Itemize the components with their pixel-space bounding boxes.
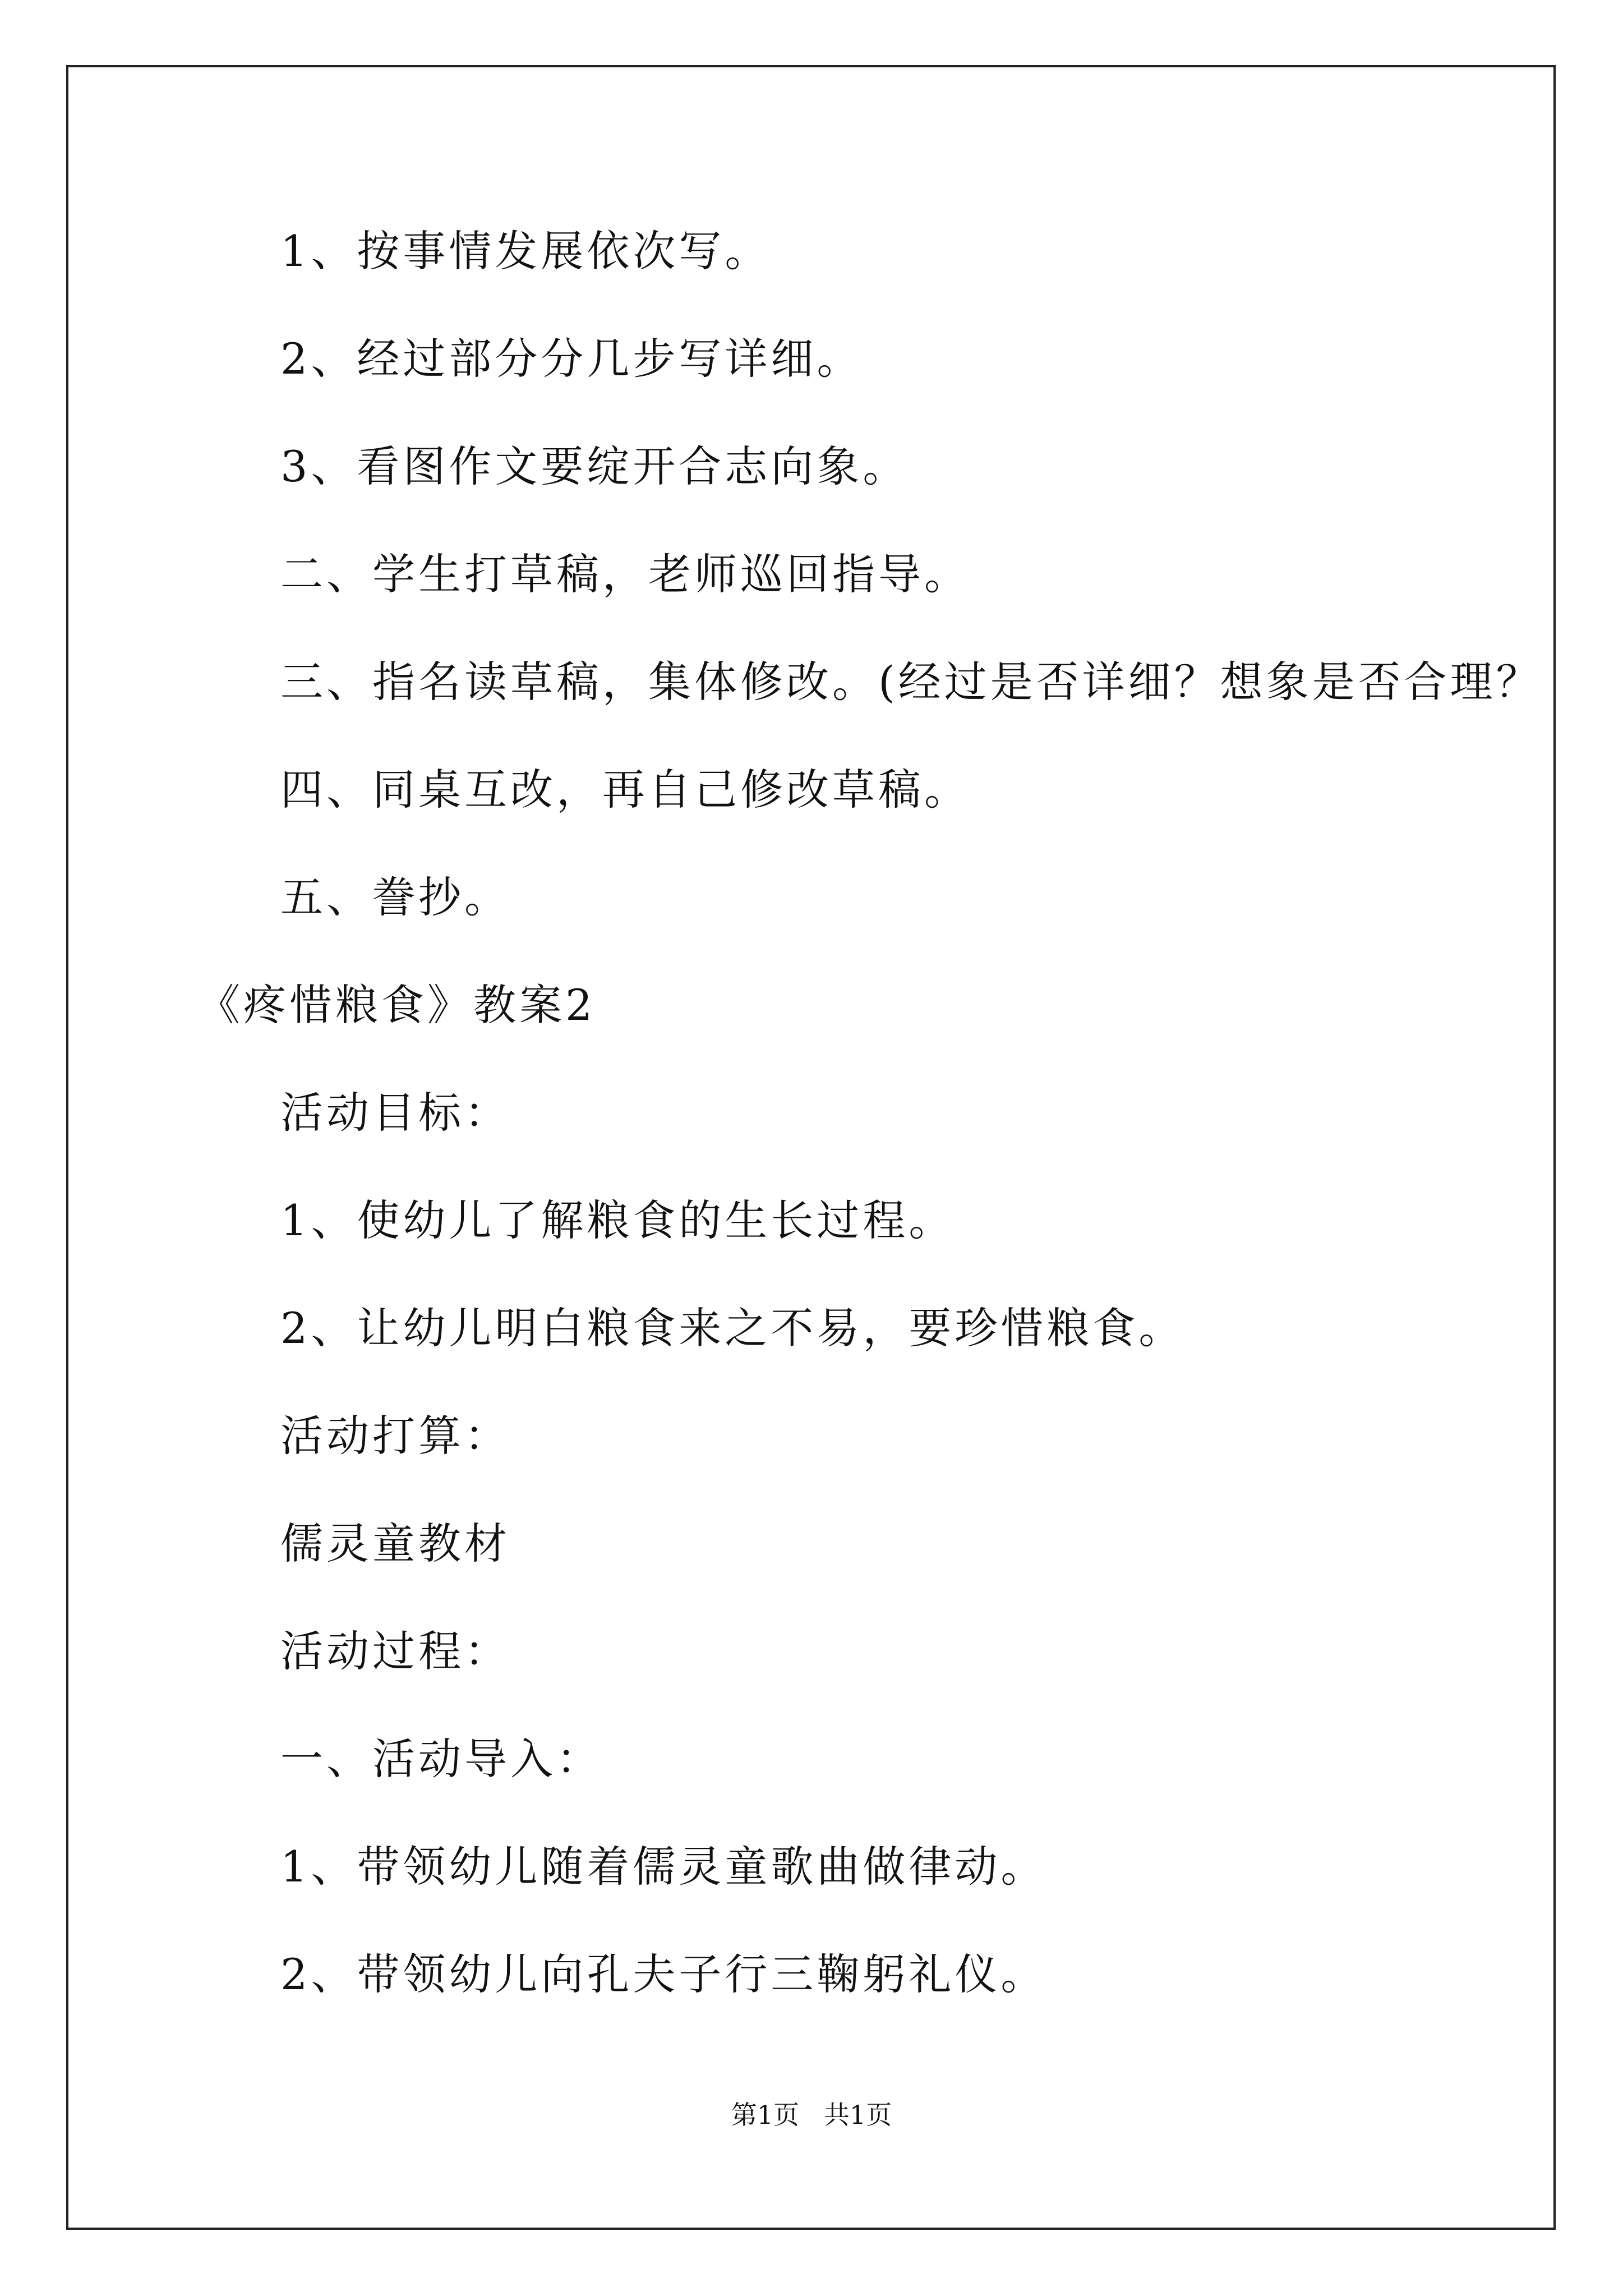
page-footer: 第1页 共1页: [731, 2100, 892, 2130]
section-draft: 二、学生打草稿，老师巡回指导。: [280, 549, 970, 599]
page-border: [66, 65, 1556, 2230]
goal-item-1: 1、使幼儿了解粮食的生长过程。: [280, 1195, 955, 1245]
process-step-2: 2、带领幼儿向孔夫子行三鞠躬礼仪。: [280, 1949, 1047, 1999]
list-item-write-details: 2、经过部分分几步写详细。: [280, 334, 863, 384]
lesson-plan-title: 《疼惜粮食》教案2: [197, 980, 596, 1030]
activity-prep-heading: 活动打算：: [280, 1411, 510, 1461]
prep-materials: 儒灵童教材: [280, 1519, 510, 1568]
activity-process-heading: 活动过程：: [280, 1626, 510, 1676]
process-intro: 一、活动导入：: [280, 1734, 602, 1784]
process-step-1: 1、带领幼儿随着儒灵童歌曲做律动。: [280, 1842, 1047, 1892]
list-item-write-in-order: 1、按事情发展依次写。: [280, 226, 771, 276]
section-copy: 五、誊抄。: [280, 872, 510, 922]
section-peer-review: 四、同桌互改，再自己修改草稿。: [280, 765, 970, 815]
goal-item-2: 2、让幼儿明白粮食来之不易，要珍惜粮食。: [280, 1303, 1185, 1353]
activity-goals-heading: 活动目标：: [280, 1088, 510, 1138]
section-revise: 三、指名读草稿，集体修改。(经过是否详细？想象是否合理？: [280, 657, 1542, 707]
list-item-imagination: 3、看图作文要绽开合志向象。: [280, 441, 909, 491]
